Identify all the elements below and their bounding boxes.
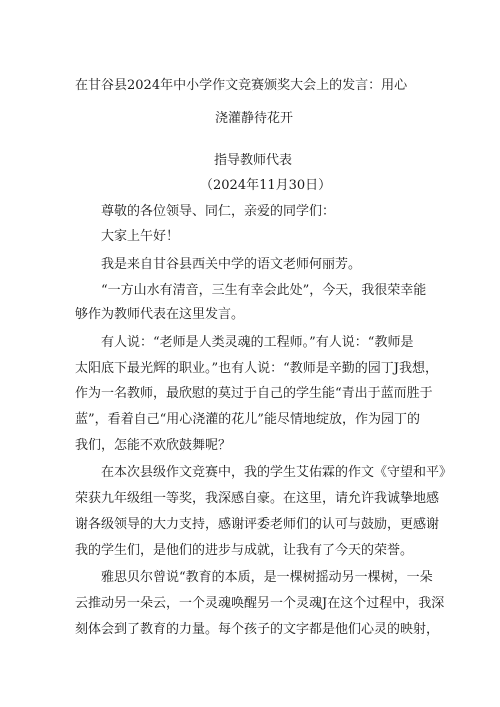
paragraph-line: 蓝”，看着自己“用心浇灌的花儿”能尽情地绽放，作为园丁的 [75,412,420,427]
paragraph-line: 作为一名教师，最欣慰的莫过于自己的学生能“青出于蓝而胜于 [75,386,433,401]
paragraph-line: 我们，怎能不欢欣鼓舞呢？ [75,438,232,453]
paragraph-line: 雅思贝尔曾说“教育的本质，是一棵树摇动另一棵树，一朵 [101,570,433,585]
paragraph-line: “一方山水有清音，三生有幸会此处”，今天，我很荣幸能 [101,283,427,298]
title-line-1: 在甘谷县2024年中小学作文竞赛颁奖大会上的发言：用心 [75,78,408,93]
paragraph-line: 够作为教师代表在这里发言。 [75,307,245,322]
paragraph-line: 我的学生们，是他们的进步与成就，让我有了今天的荣誉。 [75,543,414,558]
paragraph-line: 我是来自甘谷县西关中学的语文老师何丽芳。 [101,257,362,272]
speaker-label: 指导教师代表 [214,153,293,168]
greeting: 大家上午好！ [101,229,180,244]
title-line-2: 浇灌静待花开 [215,111,294,126]
paragraph-line: 谢各级领导的大力支持，感谢评委老师们的认可与鼓励，更感谢 [75,517,440,532]
paragraph-line: 在本次县级作文竞赛中，我的学生艾佑霖的作文《守望和平》 [101,465,453,480]
paragraph-line: 荣获九年级组一等奖，我深感自豪。在这里，请允许我诚挚地感 [75,491,440,506]
paragraph-line: 有人说：“老师是人类灵魂的工程师。”有人说：“教师是 [101,335,414,350]
paragraph-line: 太阳底下最光辉的职业。”也有人说：“教师是辛勤的园丁J我想， [75,361,439,376]
speech-date: （2024年11月30日） [200,178,332,193]
paragraph-line: 云推动另一朵云，一个灵魂唤醒另一个灵魂J在这个过程中，我深 [75,596,445,611]
paragraph-line: 刻体会到了教育的力量。每个孩子的文字都是他们心灵的映射， [75,622,440,637]
salutation: 尊敬的各位领导、同仁，亲爱的同学们： [101,204,336,219]
